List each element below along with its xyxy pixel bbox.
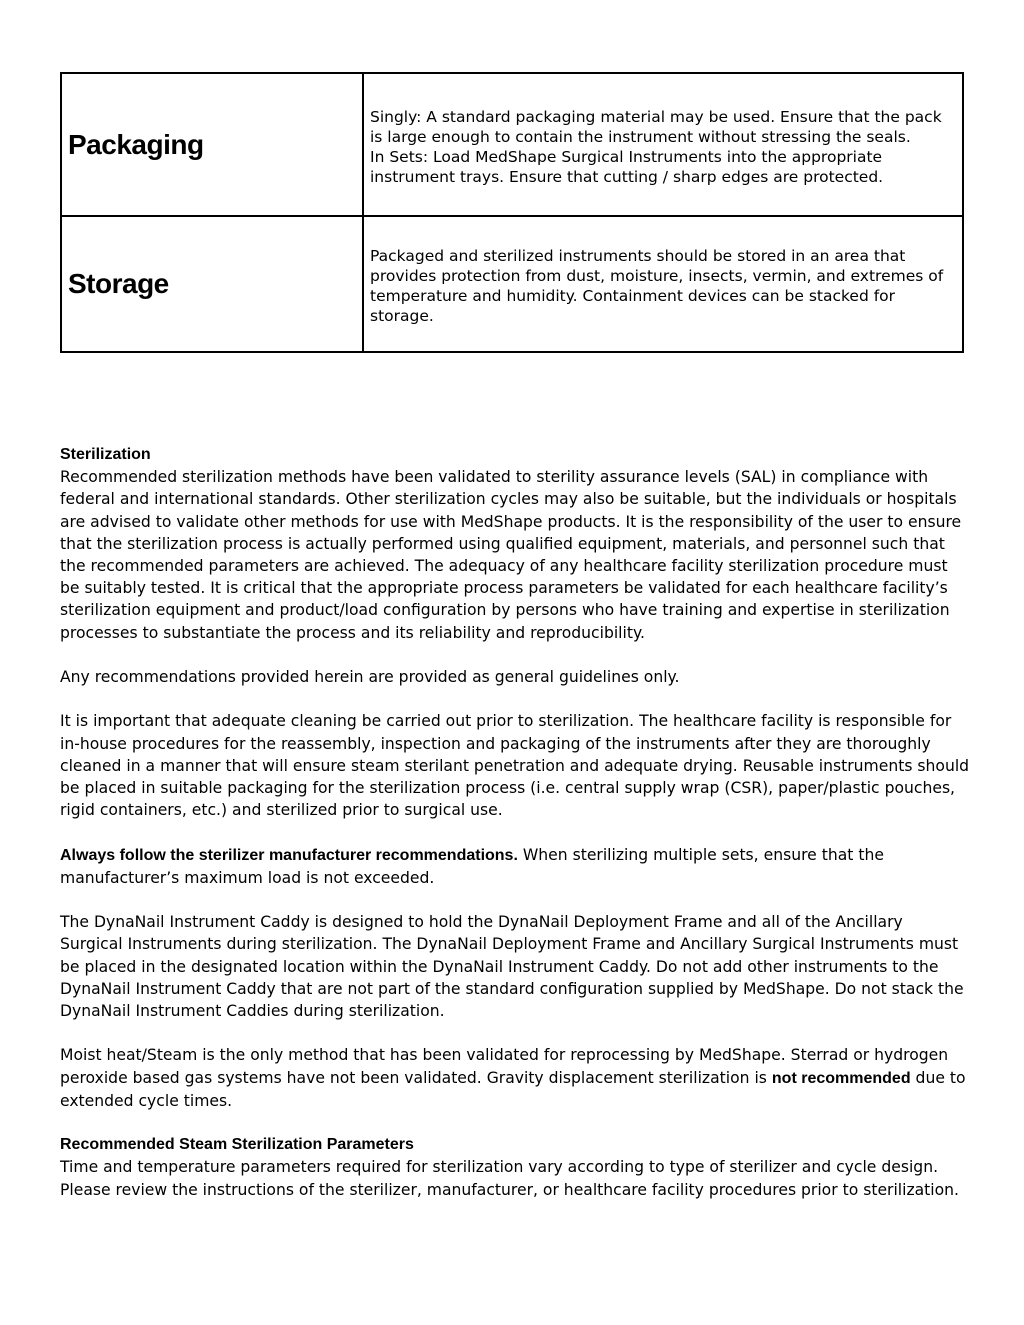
packaging-storage-table [60,72,964,353]
not-recommended-bold: not recommended [771,1069,911,1087]
packaging-sets-text: In Sets: Load MedShape Surgical Instruments into the appropriate instrument trays. Ensure that cutting / sharp edges are protected. [370,147,884,186]
manufacturer-recommendations-paragraph [60,844,970,889]
moist-heat-paragraph [60,1044,970,1112]
moist-heat-text: Moist heat/Steam is the only method that has been validated for reprocessing by MedShape. Sterrad or hydrogen peroxide based gas systems have not been validated. Gravity displacement sterilization is [60,1046,949,1087]
guidelines-paragraph: Any recommendations provided herein are provided as general guidelines only. [60,668,680,687]
steam-parameters-text: Time and temperature parameters required for sterilization vary according to type of sterilizer and cycle design. Please review the instructions of the sterilizer, manufacturer, or healthcare facility procedures prior to sterilization. [60,1158,960,1199]
manufacturer-recommendations-bold: Always follow the sterilizer manufacturer recommendations. [60,846,518,864]
sterilization-heading: Sterilization [60,446,151,463]
sterilization-section [60,444,970,1201]
sterilization-intro-text: Recommended sterilization methods have been validated to sterility assurance levels (SAL) in compliance with federal and international standards. Other sterilization cycles may also be suitable, but the individuals or hospitals are advised to validate other methods for use with MedShape products. It is the responsibility of the user to ensure that the sterilization process is actually performed using qualified equipment, materials, and personnel such that the recommended parameters are achieved. The adequacy of any healthcare facility sterilization procedure must be suitably tested. It is critical that the appropriate process parameters be validated for each healthcare facility’s sterilization equipment and product/load configuration by persons who have training and expertise in sterilization processes to substantiate the process and its reliability and reproducibility. [60,468,962,642]
packaging-label: Packaging [61,73,363,216]
sterilization-intro-paragraph [60,444,970,644]
steam-parameters-paragraph [60,1134,970,1201]
table-row-storage [61,216,963,352]
steam-parameters-heading: Recommended Steam Sterilization Parameters [60,1136,414,1154]
table-row-packaging [61,73,963,216]
manufacturer-recommendations-text: When sterilizing multiple sets, ensure that the manufacturer’s maximum load is not exceeded. [60,845,884,887]
storage-text: Packaged and sterilized instruments should be stored in an area that provides protection from dust, moisture, insects, vermin, and extremes of temperature and humidity. Containment devices can be stacked for storage. [370,247,944,325]
storage-description [363,216,963,352]
moist-heat-end-text: due to extended cycle times. [60,1068,966,1110]
caddy-paragraph: The DynaNail Instrument Caddy is designed to hold the DynaNail Deployment Frame and all of the Ancillary Surgical Instruments during sterilization. The DynaNail Deployment Frame and Ancillary Surgical Instruments must be placed in the designated location within the DynaNail Instrument Caddy. Do not add other instruments to the DynaNail Instrument Caddy that are not part of the standard configuration supplied by MedShape. Do not stack the DynaNail Instrument Caddies during sterilization. [60,913,964,1021]
packaging-description [363,73,963,216]
packaging-singly-text: Singly: A standard packaging material may be used. Ensure that the pack is large enough to contain the instrument without stressing the seals. [370,107,942,146]
cleaning-paragraph: It is important that adequate cleaning be carried out prior to sterilization. The healthcare facility is responsible for in-house procedures for the reassembly, inspection and packaging of the instruments after they are thoroughly cleaned in a manner that will ensure steam sterilant penetration and adequate drying. Reusable instruments should be placed in suitable packaging for the sterilization process (i.e. central supply wrap (CSR), paper/plastic pouches, rigid containers, etc.) and sterilized prior to surgical use. [60,712,970,820]
storage-label: Storage [61,216,363,352]
